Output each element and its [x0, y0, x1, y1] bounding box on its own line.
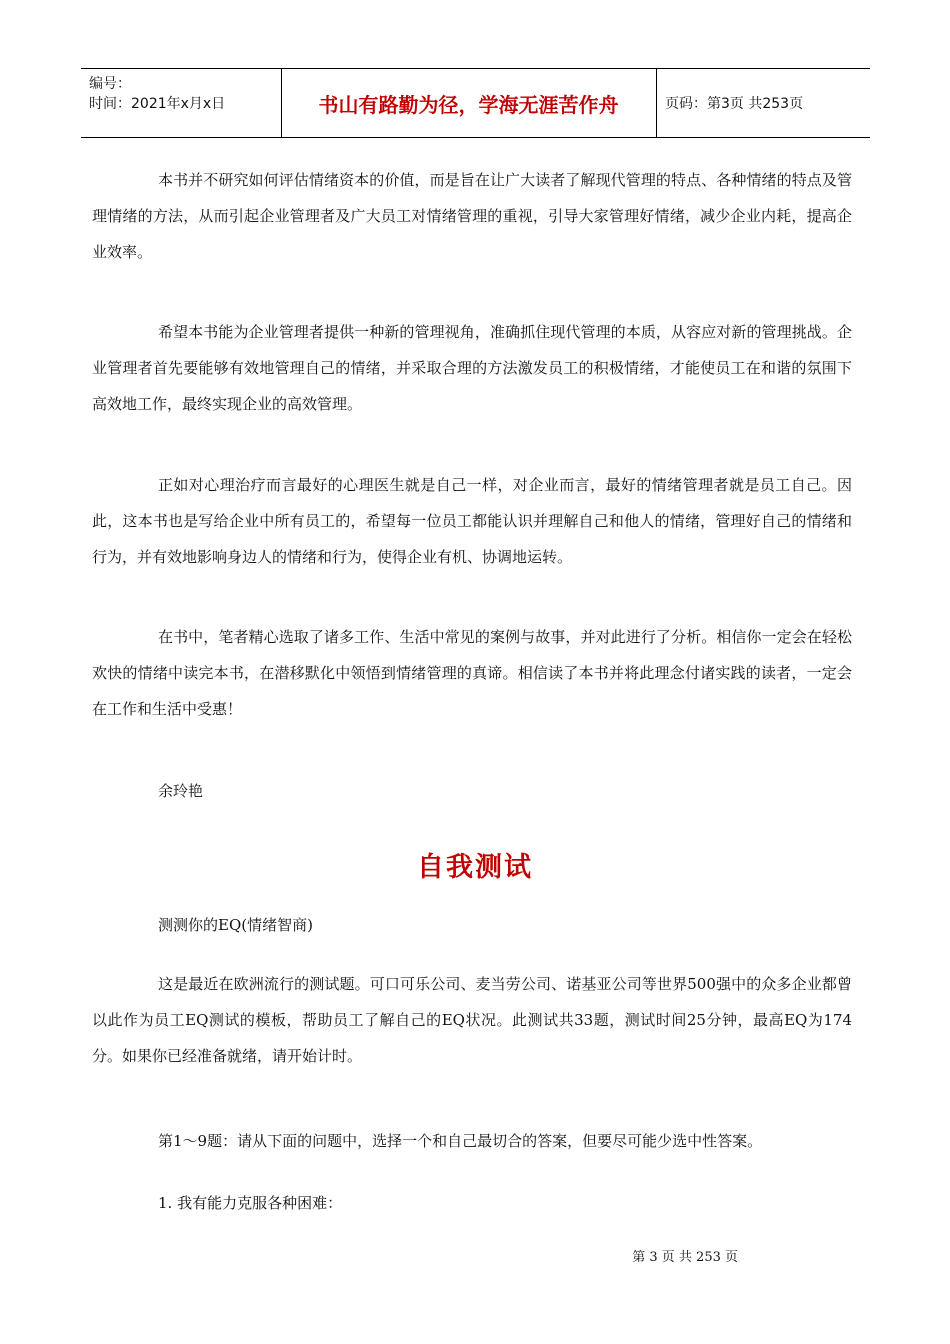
paragraph-3: 正如对心理治疗而言最好的心理医生就是自己一样，对企业而言，最好的情绪管理者就是员工自己。因此，这本书也是写给企业中所有员工的，希望每一位员工都能认识并理解自己和他人的情绪，管理好自己的情绪和行为，并有效地影响身边人的情绪和行为，使得企业有机、协调地运转。 — [92, 476, 852, 566]
question-1: 1. 我有能力克服各种困难： — [158, 1194, 343, 1212]
paragraph-4: 在书中，笔者精心选取了诸多工作、生活中常见的案例与故事，并对此进行了分析。相信你一定会在轻松欢快的情绪中读完本书，在潜移默化中领悟到情绪管理的真谛。相信读了本书并将此理念付诸实践的读者，一定会在工作和生活中受惠！ — [92, 628, 852, 718]
footer-page-number: 第 3 页 共 253 页 — [632, 1250, 738, 1265]
page-footer — [0, 1246, 950, 1265]
paragraph-1: 本书并不研究如何评估情绪资本的价值，而是旨在让广大读者了解现代管理的特点、各种情绪的特点及管理情绪的方法，从而引起企业管理者及广大员工对情绪管理的重视，引导大家管理好情绪，减少企业内耗，提高企业效率。 — [92, 171, 852, 261]
paragraph-2: 希望本书能为企业管理者提供一种新的管理视角，准确抓住现代管理的本质，从容应对新的管理挑战。企业管理者首先要能够有效地管理自己的情绪，并采取合理的方法激发员工的积极情绪，才能使员工在和谐的氛围下高效地工作，最终实现企业的高效管理。 — [92, 323, 852, 413]
header-page-info: 页码：第3页 共253页 — [665, 96, 804, 112]
intro-paragraph: 这是最近在欧洲流行的测试题。可口可乐公司、麦当劳公司、诺基亚公司等世界500强中的众多企业都曾以此作为员工EQ测试的模板，帮助员工了解自己的EQ状况。此测试共33题，测试时间25分钟，最高EQ为174分。如果你已经准备就绪，请开始计时。 — [92, 975, 852, 1065]
header-meta — [81, 69, 282, 137]
section-subtitle: 测测你的EQ(情绪智商) — [158, 916, 313, 934]
section-title: 自我测试 — [417, 852, 533, 883]
instruction-text: 第1～9题：请从下面的问题中，选择一个和自己最切合的答案，但要尽可能少选中性答案。 — [158, 1132, 763, 1150]
header-motto: 书山有路勤为径，学海无涯苦作舟 — [281, 69, 657, 137]
author-signature: 余玲艳 — [158, 782, 204, 800]
header-time: 时间：2021年x月x日 — [89, 96, 226, 112]
page-header — [81, 68, 870, 138]
header-number: 编号： — [89, 76, 131, 92]
